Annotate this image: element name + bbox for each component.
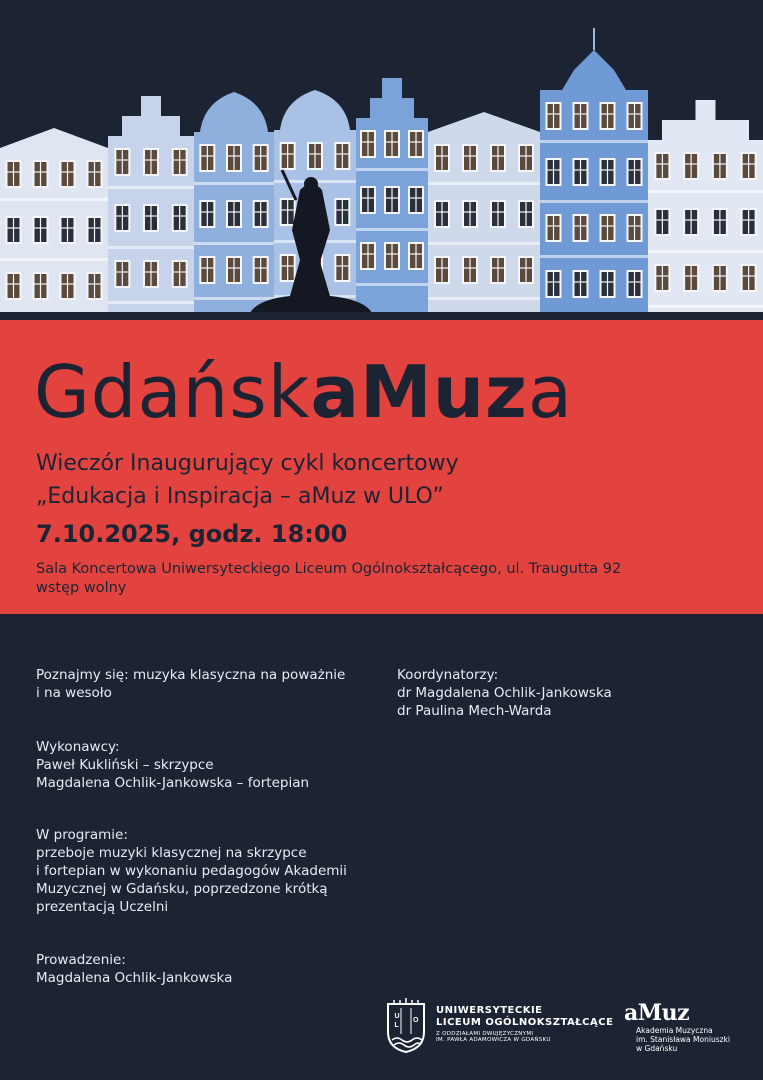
host-name: Magdalena Ochlik-Jankowska xyxy=(36,970,233,986)
host-heading: Prowadzenie: xyxy=(36,952,126,968)
ulo-emblem-letter: O xyxy=(413,1017,419,1024)
intro-block xyxy=(36,666,345,702)
program-line: przeboje muzyki klasycznej na skrzypce xyxy=(36,845,307,861)
ulo-emblem-icon xyxy=(386,998,426,1054)
program-line: i fortepian w wykonaniu pedagogów Akademii xyxy=(36,863,347,879)
brand-part-a: a xyxy=(527,350,573,434)
program-line: prezentacją Uczelni xyxy=(36,899,169,915)
coordinator-item: dr Magdalena Ochlik-Jankowska xyxy=(397,685,612,701)
ulo-emblem-letter: U xyxy=(394,1013,400,1020)
amuz-name-line-1: Akademia Muzyczna xyxy=(636,1026,713,1035)
ulo-name-line-1: UNIWERSYTECKIE xyxy=(436,1005,543,1016)
ulo-logo-text xyxy=(436,1005,613,1043)
event-datetime: 7.10.2025, godz. 18:00 xyxy=(36,520,348,548)
amuz-name-line-2: im. Stanisława Moniuszki xyxy=(636,1035,730,1044)
intro-line: i na wesoło xyxy=(36,685,112,701)
subtitle-line-2: „Edukacja i Inspiracja – aMuz w ULO” xyxy=(36,484,444,509)
venue-address: Sala Koncertowa Uniwersyteckiego Liceum Ogólnokształcącego, ul. Traugutta 92 xyxy=(36,561,622,577)
subtitle-line-1: Wieczór Inaugurujący cykl koncertowy xyxy=(36,451,459,476)
venue-block xyxy=(36,560,621,598)
ulo-name-line-2: LICEUM OGÓLNOKSZTAŁCĄCE xyxy=(436,1017,614,1028)
coordinators-block xyxy=(397,666,612,720)
event-series-logo xyxy=(34,352,573,432)
amuz-logo-mark: aMuz xyxy=(624,1000,690,1026)
admission-note: wstęp wolny xyxy=(36,580,127,596)
performers-block xyxy=(36,738,309,792)
gdansk-townhouses-icon xyxy=(0,0,763,320)
brand-part-amuz: aMuz xyxy=(310,350,528,434)
amuz-name-line-3: w Gdańsku xyxy=(636,1044,678,1053)
ulo-emblem-letter: L xyxy=(394,1022,399,1029)
ulo-name-line-3: Z ODDZIAŁAMI DWUJĘZYCZNYMI xyxy=(436,1031,534,1037)
performer-item: Magdalena Ochlik-Jankowska – fortepian xyxy=(36,775,310,791)
performers-heading: Wykonawcy: xyxy=(36,739,120,755)
coordinators-heading: Koordynatorzy: xyxy=(397,667,499,683)
program-block xyxy=(36,826,347,916)
program-heading: W programie: xyxy=(36,827,128,843)
coordinator-item: dr Paulina Mech-Warda xyxy=(397,703,552,719)
header-image xyxy=(0,0,763,320)
ulo-name-line-4: IM. PAWŁA ADAMOWICZA W GDAŃSKU xyxy=(436,1037,551,1043)
program-line: Muzycznej w Gdańsku, poprzedzone krótką xyxy=(36,881,328,897)
host-block xyxy=(36,951,232,987)
amuz-logo-text xyxy=(636,1026,730,1053)
intro-line: Poznajmy się: muzyka klasyczna na poważnie xyxy=(36,667,346,683)
performer-item: Paweł Kukliński – skrzypce xyxy=(36,757,214,773)
brand-part-gdansk: Gdańsk xyxy=(34,350,311,434)
